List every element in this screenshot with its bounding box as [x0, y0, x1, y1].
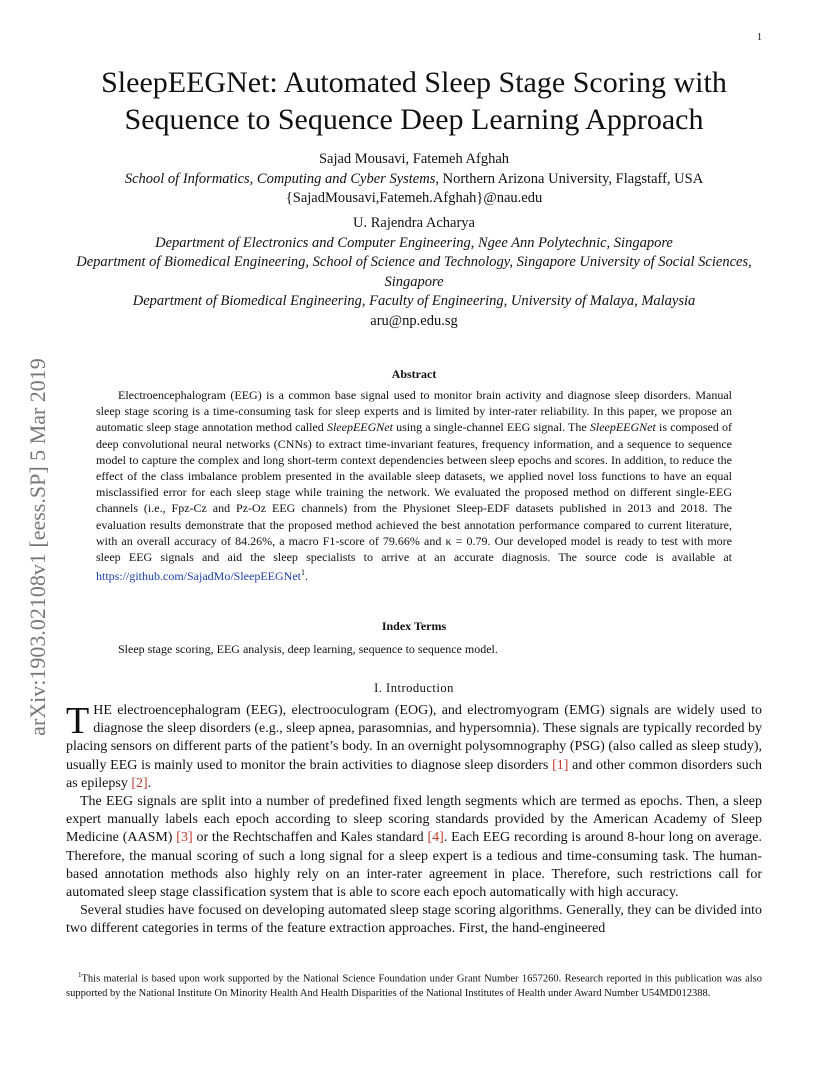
abstract-span: Electroencephalogram (EEG) is a common base signal used to monitor brain activity and diagnose sleep disorders. Manual sleep stage scoring is a time-consuming task for sleep experts and is limited by inter-rater reliability. In this paper, we propose an automatic sleep stage annotation method called	[96, 388, 732, 435]
affiliation: Department of Biomedical Engineering, School of Science and Technology, Singapore University of Social Sciences, Singapore	[76, 254, 752, 290]
footnote	[66, 968, 762, 1001]
author-names: Sajad Mousavi, Fatemeh Afghah	[318, 151, 510, 167]
affiliation-rest: , Northern Arizona University, Flagstaff, USA	[435, 170, 704, 187]
abstract-span: .	[304, 569, 308, 584]
footnote-text: This material is based upon work supported by the National Science Foundation under Grant Number 1657260. Research reported in this publication was also supported by the National Institute On Minority Health And Health Disparities of the National Institutes of Health under Award Number U54MD012388.	[66, 973, 762, 999]
author-block-2	[66, 214, 762, 331]
abstract-span: is composed of deep convolutional neural networks (CNNs) to extract time-invariant features, frequency information, and a sequence to sequence model to capture the complex and long short-term context dependencies between sleep epochs and scores. In addition, to reduce the effect of the class imbalance problem presented in the available sleep datasets, we applied novel loss functions to have an equal misclassified error for each sleep stage while training the network. We evaluated the proposed method on different single-EEG channels (i.e., Fpz-Cz and Pz-Oz EEG channels) from the Physionet Sleep-EDF datasets published in 2013 and 2018. The evaluation results demonstrate that the proposed method achieved the best annotation performance compared to current literature, with an overall accuracy of 84.26%, a macro F1-score of 79.66% and κ = 0.79. Our developed model is ready to test with more sleep EEG signals and aid the sleep specialists to arrive at an accurate diagnosis. The source code is available at	[96, 420, 733, 565]
footnote-mark: 1	[300, 568, 305, 578]
affiliation-italic: School of Informatics, Computing and Cyber Systems	[124, 170, 436, 187]
source-code-link[interactable]: https://github.com/SajadMo/SleepEEGNet	[96, 569, 301, 584]
citation-link[interactable]: [4]	[427, 830, 444, 846]
index-terms-heading: Index Terms	[381, 619, 447, 633]
abstract-text	[96, 387, 732, 584]
affiliation: Department of Electronics and Computer Engineering, Ngee Ann Polytechnic, Singapore	[155, 234, 673, 251]
citation-link[interactable]: [3]	[176, 830, 193, 846]
author-block-1	[66, 150, 762, 209]
page-number: 1	[757, 32, 762, 43]
method-name: SleepEEGNet	[589, 420, 656, 435]
method-name: SleepEEGNet	[326, 420, 393, 435]
introduction-body	[66, 702, 762, 939]
paragraph-span: . Each EEG recording is around 8-hour long on average. Therefore, the manual scoring of such a long signal for a sleep expert is a tedious and time-consuming task. The human-based annotation methods also highly rely on an inter-rater agreement in place. Therefore, such restrictions call for automated sleep stage classification system that is able to score each epoch automatically with high accuracy.	[66, 830, 762, 901]
footnote-mark: 1	[78, 971, 82, 979]
citation-link[interactable]: [2]	[131, 775, 148, 791]
paragraph	[66, 793, 762, 902]
paragraph: Several studies have focused on developing automated sleep stage scoring algorithms. Generally, they can be divided into two different categories in terms of the feature extraction approaches. First, the hand-engineered	[66, 903, 762, 937]
affiliation: Department of Biomedical Engineering, Faculty of Engineering, University of Malaya, Malaysia	[132, 293, 696, 309]
paragraph-span: HE electroencephalogram (EEG), electrooculogram (EOG), and electromyogram (EMG) signals are widely used to diagnose the sleep disorders (e.g., sleep apnea, parasomnias, and hypersomnia). These signals are typically recorded by placing sensors on different parts of the patient’s body. In an overnight polysomnography (PSG) (also called as sleep study), usually EEG is mainly used to monitor the brain activities to diagnose sleep disorders	[66, 703, 762, 773]
drop-cap: T	[66, 700, 90, 742]
author-email: {SajadMousavi,Fatemeh.Afghah}@nau.edu	[285, 190, 543, 206]
paragraph-span: The EEG signals are split into a number of predefined fixed length segments which are termed as epochs. Then, a sleep expert manually labels each epoch according to sleep scoring standards provided by the American Academy of Sleep Medicine (AASM)	[66, 794, 762, 846]
paragraph-span: or the Rechtschaffen and Kales standard	[192, 830, 428, 846]
author-email: aru@np.edu.sg	[370, 312, 458, 329]
paragraph	[66, 702, 762, 793]
paper-title: SleepEEGNet: Automated Sleep Stage Scoring with Sequence to Sequence Deep Learning Approach	[101, 66, 727, 136]
abstract-heading: Abstract	[391, 367, 437, 381]
author-names: U. Rajendra Acharya	[353, 215, 475, 231]
citation-link[interactable]: [1]	[552, 757, 569, 773]
abstract-span: using a single-channel EEG signal. The	[392, 420, 590, 435]
paragraph-span: .	[147, 775, 152, 791]
paragraph-span: and other common disorders such as epilepsy	[66, 757, 762, 791]
affiliation	[66, 170, 762, 190]
section-heading-introduction: I. Introduction	[374, 681, 454, 695]
index-terms-text: Sleep stage scoring, EEG analysis, deep learning, sequence to sequence model.	[118, 642, 498, 656]
arxiv-stamp: arXiv:1903.02108v1 [eess.SP] 5 Mar 2019	[25, 358, 50, 736]
